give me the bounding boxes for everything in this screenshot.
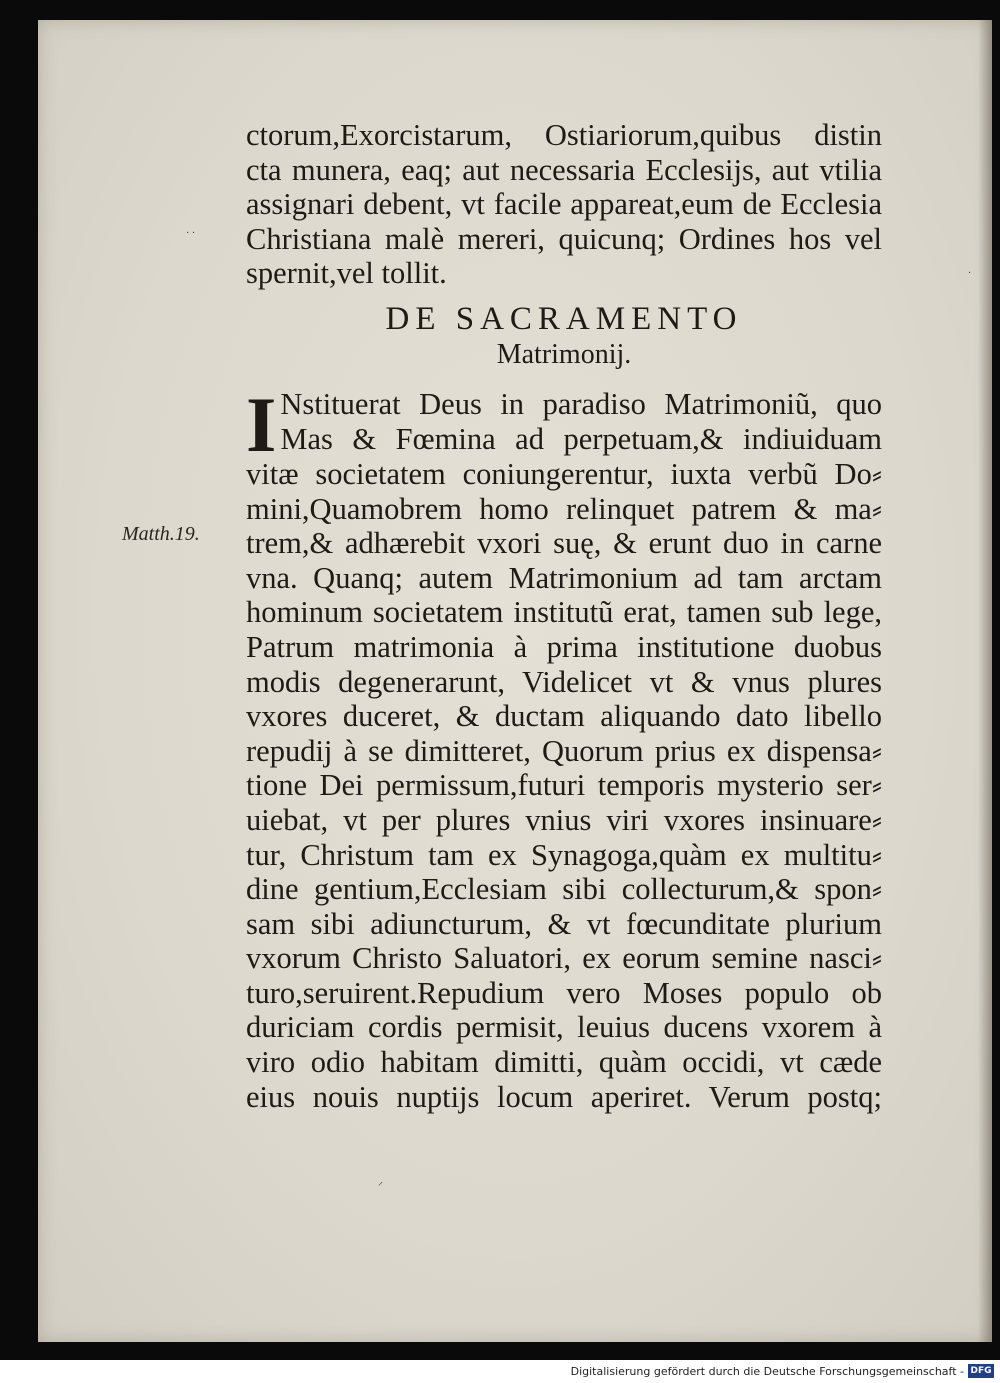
text-line: modis degenerarunt, Videlicet vt & vnus plures: [246, 664, 882, 699]
text-line: Patrum matrimonia à prima institutione duobus: [246, 629, 882, 664]
footer-bar: [0, 1360, 1000, 1383]
text-line: cta munera, eaq; aut necessaria Ecclesijs, aut vtilia: [246, 152, 882, 187]
text-line: Christiana malè mereri, quicunq; Ordines hos vel: [246, 221, 882, 256]
text-line: tur, Christum tam ex Synagoga,quàm ex multitu⸗: [246, 837, 882, 872]
text-line: viro odio habitam dimitti, quàm occidi, vt cæde: [246, 1045, 882, 1080]
margin-note: Matth.19.: [122, 523, 200, 545]
ink-speck: ·: [968, 268, 972, 279]
text-line: ctorum,Exorcistarum, Ostiariorum,quibus distin: [246, 118, 882, 152]
text-line: hominum societatem institutũ erat, tamen sub lege,: [246, 595, 882, 630]
text-line: turo,seruirent.Repudium vero Moses populo ob: [246, 975, 882, 1010]
text-line: spernit,vel tollit.: [246, 256, 447, 291]
text-line: trem,& adhærebit vxori suę, & erunt duo in carne: [246, 526, 882, 561]
dfg-logo: DFG: [968, 1364, 994, 1378]
text-line: vna. Quanq; autem Matrimonium ad tam arctam: [246, 560, 882, 595]
text-line: Nstituerat Deus in paradiso Matrimoniũ, quo: [280, 386, 882, 421]
text-line: vxorum Christo Saluatori, ex eorum semine nasci⸗: [246, 941, 882, 976]
text-line: uiebat, vt per plures vnius viri vxores insinuare⸗: [246, 802, 882, 837]
ink-speck: ⸍: [378, 1181, 383, 1192]
ink-speck: · ·: [186, 228, 196, 239]
page-text: [246, 118, 882, 1114]
text-line: repudij à se dimitteret, Quorum prius ex dispensa⸗: [246, 733, 882, 768]
drop-cap: I: [246, 380, 277, 468]
text-line: duriciam cordis permisit, leuius ducens vxorem à: [246, 1010, 882, 1045]
text-line: Mas & Fœmina ad perpetuam,& indiuiduam: [280, 421, 882, 456]
text-line: vxores duceret, & ductam aliquando dato libello: [246, 699, 882, 734]
drop-cap-paragraph-start: [246, 380, 882, 468]
text-line: sam sibi adiuncturum, & vt fœcunditate plurium: [246, 906, 882, 941]
text-line: tione Dei permissum,futuri temporis mysterio ser⸗: [246, 768, 882, 803]
text-line: vitæ societatem coniungerentur, iuxta verbũ Do⸗: [246, 456, 882, 491]
page-edge-shadow: [978, 20, 992, 1342]
funding-credit: Digitalisierung gefördert durch die Deutsche Forschungsgemeinschaft -: [570, 1365, 964, 1378]
text-line: mini,Quamobrem homo relinquet patrem & ma⸗: [246, 491, 882, 526]
text-line: assignari debent, vt facile appareat,eum de Ecclesia: [246, 187, 882, 222]
section-heading: DE SACRAMENTO: [385, 300, 743, 337]
text-line: eius nouis nuptijs locum aperiret. Verum postq;: [246, 1079, 882, 1114]
section-subheading: Matrimonij.: [496, 338, 632, 370]
text-line: dine gentium,Ecclesiam sibi collecturum,& spon⸗: [246, 872, 882, 907]
